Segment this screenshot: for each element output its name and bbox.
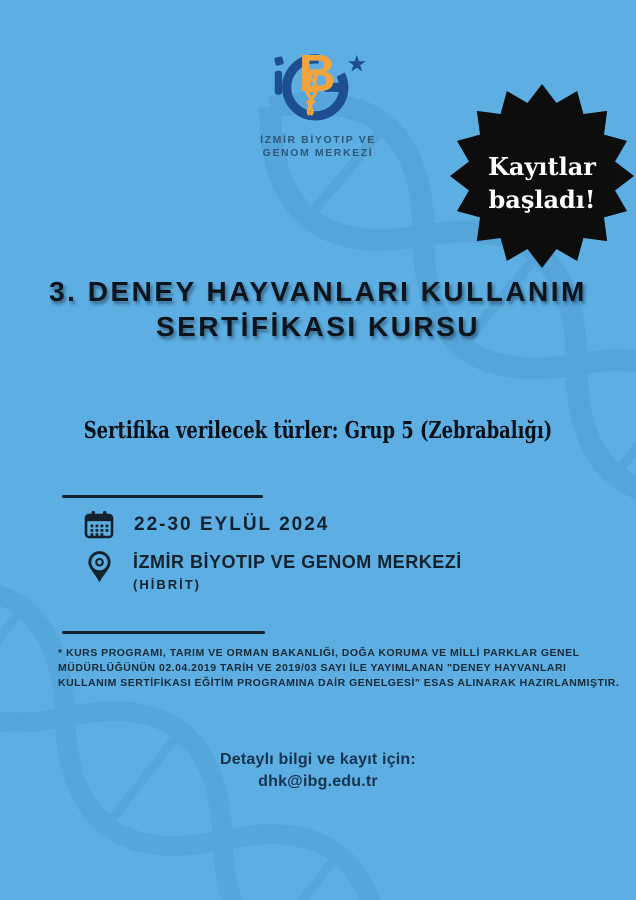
contact-footer xyxy=(0,749,636,793)
subtitle-species: Sertifika verilecek türler: Grup 5 (Zebrabalığı) xyxy=(83,417,553,444)
contact-info-label: Detaylı bilgi ve kayıt için: xyxy=(220,751,416,768)
date-row xyxy=(84,510,329,540)
badge-line1: Kayıtlar xyxy=(488,152,596,181)
registration-badge xyxy=(450,84,634,268)
course-location: İZMİR BİYOTIP VE GENOM MERKEZİ xyxy=(133,552,462,572)
location-lines xyxy=(133,549,462,592)
disclaimer-line1: * KURS PROGRAMI, TARIM VE ORMAN BAKANLIĞI, DOĞA KORUMA VE MİLLİ PARKLAR GENEL xyxy=(58,647,580,659)
badge-line2: başladı! xyxy=(488,185,596,214)
location-row xyxy=(86,549,462,592)
logo-org-line1: İZMİR BİYOTIP VE xyxy=(260,134,376,146)
calendar-icon xyxy=(84,510,114,540)
ibg-logo-icon xyxy=(255,34,381,126)
location-pin-icon xyxy=(86,549,113,585)
page-title xyxy=(0,274,636,344)
contact-email: dhk@ibg.edu.tr xyxy=(258,773,378,790)
disclaimer-line2: MÜDÜRLÜĞÜNÜN 02.04.2019 TARİH VE 2019/03 SAYI İLE YAYIMLANAN "DENEY HAYVANLARI xyxy=(58,662,567,674)
badge-text xyxy=(450,84,634,268)
title-line2: SERTİFİKASI KURSU xyxy=(155,311,481,342)
course-dates: 22-30 EYLÜL 2024 xyxy=(134,514,330,535)
details-divider xyxy=(62,495,263,498)
svg-text:B: B xyxy=(298,44,336,103)
logo-org-line2: GENOM MERKEZİ xyxy=(262,147,374,159)
title-line1: 3. DENEY HAYVANLARI KULLANIM xyxy=(49,276,587,307)
disclaimer-divider xyxy=(62,631,265,634)
disclaimer-line3: KULLANIM SERTİFİKASI EĞİTİM PROGRAMINA DAİR GENELGESİ" ESAS ALINARAK HAZIRLANMIŞTIR. xyxy=(58,677,620,689)
star-icon: ★ xyxy=(346,50,368,77)
disclaimer-text xyxy=(58,646,620,691)
course-location-mode: (HİBRİT) xyxy=(133,577,201,592)
